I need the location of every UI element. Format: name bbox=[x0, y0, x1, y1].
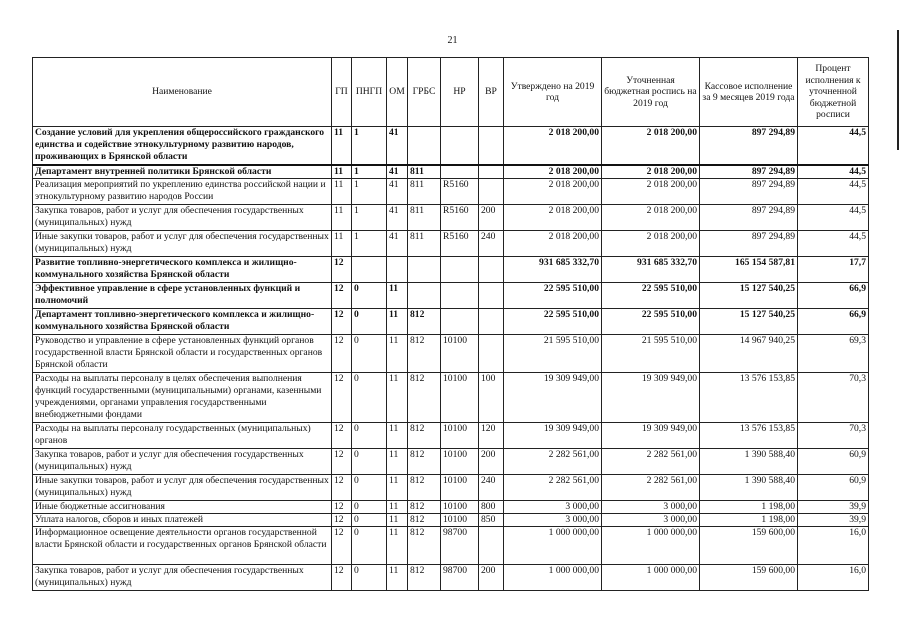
om-cell: 41 bbox=[387, 178, 408, 204]
table-row bbox=[33, 514, 869, 527]
grbs-cell: 812 bbox=[408, 448, 441, 474]
percent-cell: 60,9 bbox=[798, 448, 869, 474]
row-name-cell: Расходы на выплаты персоналу в целях обеспечения выполнения функций государственными (муниципальными) органами, казенными учреждениями, органами управления государственными внебюджетными фондами bbox=[33, 372, 332, 422]
executed-amount-cell: 13 576 153,85 bbox=[700, 422, 798, 448]
om-cell: 11 bbox=[387, 372, 408, 422]
table-row bbox=[33, 230, 869, 256]
gp-cell: 12 bbox=[332, 372, 352, 422]
approved-amount-cell: 1 000 000,00 bbox=[504, 527, 602, 565]
om-cell: 11 bbox=[387, 448, 408, 474]
row-name-cell: Расходы на выплаты персоналу государственных (муниципальных) органов bbox=[33, 422, 332, 448]
vr-cell: 100 bbox=[479, 372, 504, 422]
approved-amount-cell: 3 000,00 bbox=[504, 514, 602, 527]
approved-amount-cell: 2 018 200,00 bbox=[504, 204, 602, 230]
gp-cell: 11 bbox=[332, 204, 352, 230]
approved-amount-cell: 19 309 949,00 bbox=[504, 372, 602, 422]
pngp-cell: 0 bbox=[352, 448, 387, 474]
nr-cell bbox=[441, 282, 479, 308]
table-row bbox=[33, 565, 869, 591]
refined-amount-cell: 21 595 510,00 bbox=[602, 334, 700, 372]
executed-amount-cell: 897 294,89 bbox=[700, 127, 798, 165]
approved-amount-cell: 2 018 200,00 bbox=[504, 178, 602, 204]
executed-amount-cell: 14 967 940,25 bbox=[700, 334, 798, 372]
executed-amount-cell: 15 127 540,25 bbox=[700, 282, 798, 308]
gp-cell: 12 bbox=[332, 500, 352, 513]
refined-amount-cell: 3 000,00 bbox=[602, 500, 700, 513]
pngp-cell: 1 bbox=[352, 230, 387, 256]
approved-amount-cell: 2 018 200,00 bbox=[504, 230, 602, 256]
pngp-cell: 1 bbox=[352, 204, 387, 230]
nr-cell: 10100 bbox=[441, 448, 479, 474]
grbs-cell: 812 bbox=[408, 474, 441, 500]
table-row bbox=[33, 127, 869, 165]
row-name-cell: Закупка товаров, работ и услуг для обеспечения государственных (муниципальных) нужд bbox=[33, 448, 332, 474]
nr-cell bbox=[441, 127, 479, 165]
row-name-cell: Создание условий для укрепления общероссийского гражданского единства и содействие этнокультурному развитию народов, проживающих в Брянской области bbox=[33, 127, 332, 165]
approved-amount-cell: 931 685 332,70 bbox=[504, 256, 602, 282]
percent-cell: 44,5 bbox=[798, 204, 869, 230]
table-row bbox=[33, 474, 869, 500]
gp-cell: 11 bbox=[332, 178, 352, 204]
nr-cell: 10100 bbox=[441, 514, 479, 527]
executed-amount-cell: 159 600,00 bbox=[700, 527, 798, 565]
percent-cell: 16,0 bbox=[798, 527, 869, 565]
om-cell: 11 bbox=[387, 422, 408, 448]
column-header: ГРБС bbox=[408, 58, 441, 127]
grbs-cell bbox=[408, 282, 441, 308]
refined-amount-cell: 22 595 510,00 bbox=[602, 308, 700, 334]
refined-amount-cell: 931 685 332,70 bbox=[602, 256, 700, 282]
column-header: ПНГП bbox=[352, 58, 387, 127]
row-name-cell: Реализация мероприятий по укреплению единства российской нации и этнокультурному развитию народов России bbox=[33, 178, 332, 204]
om-cell: 11 bbox=[387, 500, 408, 513]
executed-amount-cell: 1 390 588,40 bbox=[700, 474, 798, 500]
grbs-cell: 811 bbox=[408, 165, 441, 179]
vr-cell bbox=[479, 282, 504, 308]
percent-cell: 66,9 bbox=[798, 282, 869, 308]
grbs-cell: 812 bbox=[408, 308, 441, 334]
refined-amount-cell: 2 018 200,00 bbox=[602, 178, 700, 204]
percent-cell: 44,5 bbox=[798, 230, 869, 256]
gp-cell: 12 bbox=[332, 422, 352, 448]
column-header: Кассовое исполнение за 9 месяцев 2019 года bbox=[700, 58, 798, 127]
vr-cell bbox=[479, 165, 504, 179]
grbs-cell: 812 bbox=[408, 565, 441, 591]
grbs-cell: 811 bbox=[408, 230, 441, 256]
header-row bbox=[33, 58, 869, 127]
nr-cell: 10100 bbox=[441, 474, 479, 500]
om-cell: 11 bbox=[387, 527, 408, 565]
pngp-cell: 0 bbox=[352, 514, 387, 527]
percent-cell: 16,0 bbox=[798, 565, 869, 591]
row-name-cell: Развитие топливно-энергетического комплекса и жилищно-коммунального хозяйства Брянской области bbox=[33, 256, 332, 282]
approved-amount-cell: 2 282 561,00 bbox=[504, 474, 602, 500]
nr-cell bbox=[441, 256, 479, 282]
nr-cell: R5160 bbox=[441, 230, 479, 256]
executed-amount-cell: 13 576 153,85 bbox=[700, 372, 798, 422]
pngp-cell bbox=[352, 256, 387, 282]
grbs-cell bbox=[408, 256, 441, 282]
vr-cell: 800 bbox=[479, 500, 504, 513]
table-row bbox=[33, 448, 869, 474]
nr-cell: 10100 bbox=[441, 372, 479, 422]
table-row bbox=[33, 282, 869, 308]
row-name-cell: Руководство и управление в сфере установленных функций органов государственной власти Брянской области и государственных органов Брянской области bbox=[33, 334, 332, 372]
approved-amount-cell: 1 000 000,00 bbox=[504, 565, 602, 591]
gp-cell: 12 bbox=[332, 474, 352, 500]
row-name-cell: Уплата налогов, сборов и иных платежей bbox=[33, 514, 332, 527]
approved-amount-cell: 22 595 510,00 bbox=[504, 282, 602, 308]
executed-amount-cell: 897 294,89 bbox=[700, 178, 798, 204]
pngp-cell: 1 bbox=[352, 165, 387, 179]
executed-amount-cell: 165 154 587,81 bbox=[700, 256, 798, 282]
column-header: Процент исполнения к уточненной бюджетной росписи bbox=[798, 58, 869, 127]
row-name-cell: Закупка товаров, работ и услуг для обеспечения государственных (муниципальных) нужд bbox=[33, 204, 332, 230]
vr-cell bbox=[479, 127, 504, 165]
refined-amount-cell: 3 000,00 bbox=[602, 514, 700, 527]
budget-table bbox=[32, 57, 869, 591]
vr-cell bbox=[479, 256, 504, 282]
column-header: Утверждено на 2019 год bbox=[504, 58, 602, 127]
column-header: Наименование bbox=[33, 58, 332, 127]
row-name-cell: Информационное освещение деятельности органов государственной власти Брянской области и государственных органов Брянской области bbox=[33, 527, 332, 565]
grbs-cell: 812 bbox=[408, 527, 441, 565]
gp-cell: 12 bbox=[332, 282, 352, 308]
percent-cell: 70,3 bbox=[798, 372, 869, 422]
grbs-cell: 812 bbox=[408, 334, 441, 372]
table-row bbox=[33, 165, 869, 179]
approved-amount-cell: 3 000,00 bbox=[504, 500, 602, 513]
om-cell: 11 bbox=[387, 334, 408, 372]
table-row bbox=[33, 308, 869, 334]
nr-cell: 10100 bbox=[441, 334, 479, 372]
nr-cell bbox=[441, 165, 479, 179]
vr-cell bbox=[479, 334, 504, 372]
om-cell: 11 bbox=[387, 565, 408, 591]
column-header: Уточненная бюджетная роспись на 2019 год bbox=[602, 58, 700, 127]
pngp-cell: 0 bbox=[352, 334, 387, 372]
gp-cell: 11 bbox=[332, 165, 352, 179]
approved-amount-cell: 21 595 510,00 bbox=[504, 334, 602, 372]
percent-cell: 44,5 bbox=[798, 165, 869, 179]
gp-cell: 12 bbox=[332, 256, 352, 282]
executed-amount-cell: 15 127 540,25 bbox=[700, 308, 798, 334]
table-row bbox=[33, 527, 869, 565]
nr-cell: 10100 bbox=[441, 500, 479, 513]
grbs-cell: 811 bbox=[408, 178, 441, 204]
grbs-cell: 811 bbox=[408, 204, 441, 230]
pngp-cell: 0 bbox=[352, 372, 387, 422]
refined-amount-cell: 2 282 561,00 bbox=[602, 474, 700, 500]
vr-cell: 200 bbox=[479, 565, 504, 591]
executed-amount-cell: 897 294,89 bbox=[700, 204, 798, 230]
percent-cell: 17,7 bbox=[798, 256, 869, 282]
row-name-cell: Департамент топливно-энергетического комплекса и жилищно-коммунального хозяйства Брянской области bbox=[33, 308, 332, 334]
refined-amount-cell: 19 309 949,00 bbox=[602, 372, 700, 422]
pngp-cell: 0 bbox=[352, 308, 387, 334]
nr-cell: R5160 bbox=[441, 178, 479, 204]
grbs-cell: 812 bbox=[408, 422, 441, 448]
gp-cell: 12 bbox=[332, 565, 352, 591]
nr-cell: 98700 bbox=[441, 565, 479, 591]
percent-cell: 60,9 bbox=[798, 474, 869, 500]
approved-amount-cell: 19 309 949,00 bbox=[504, 422, 602, 448]
row-name-cell: Департамент внутренней политики Брянской области bbox=[33, 165, 332, 179]
row-name-cell: Закупка товаров, работ и услуг для обеспечения государственных (муниципальных) нужд bbox=[33, 565, 332, 591]
table-row bbox=[33, 334, 869, 372]
om-cell: 11 bbox=[387, 474, 408, 500]
table-row bbox=[33, 178, 869, 204]
grbs-cell bbox=[408, 127, 441, 165]
vr-cell: 240 bbox=[479, 230, 504, 256]
om-cell: 11 bbox=[387, 514, 408, 527]
gp-cell: 12 bbox=[332, 448, 352, 474]
grbs-cell: 812 bbox=[408, 514, 441, 527]
om-cell: 41 bbox=[387, 127, 408, 165]
table-row bbox=[33, 256, 869, 282]
table-row bbox=[33, 204, 869, 230]
om-cell: 41 bbox=[387, 230, 408, 256]
approved-amount-cell: 2 018 200,00 bbox=[504, 165, 602, 179]
gp-cell: 11 bbox=[332, 127, 352, 165]
table-row bbox=[33, 500, 869, 513]
vr-cell: 850 bbox=[479, 514, 504, 527]
grbs-cell: 812 bbox=[408, 372, 441, 422]
gp-cell: 12 bbox=[332, 308, 352, 334]
executed-amount-cell: 1 390 588,40 bbox=[700, 448, 798, 474]
nr-cell: 10100 bbox=[441, 422, 479, 448]
refined-amount-cell: 19 309 949,00 bbox=[602, 422, 700, 448]
executed-amount-cell: 1 198,00 bbox=[700, 500, 798, 513]
column-header: ВР bbox=[479, 58, 504, 127]
row-name-cell: Иные бюджетные ассигнования bbox=[33, 500, 332, 513]
om-cell bbox=[387, 256, 408, 282]
refined-amount-cell: 2 018 200,00 bbox=[602, 165, 700, 179]
row-name-cell: Эффективное управление в сфере установленных функций и полномочий bbox=[33, 282, 332, 308]
gp-cell: 12 bbox=[332, 527, 352, 565]
row-name-cell: Иные закупки товаров, работ и услуг для обеспечения государственных (муниципальных) нужд bbox=[33, 230, 332, 256]
gp-cell: 12 bbox=[332, 334, 352, 372]
vr-cell bbox=[479, 527, 504, 565]
percent-cell: 70,3 bbox=[798, 422, 869, 448]
pngp-cell: 1 bbox=[352, 127, 387, 165]
refined-amount-cell: 1 000 000,00 bbox=[602, 527, 700, 565]
om-cell: 11 bbox=[387, 308, 408, 334]
approved-amount-cell: 22 595 510,00 bbox=[504, 308, 602, 334]
pngp-cell: 0 bbox=[352, 474, 387, 500]
percent-cell: 69,3 bbox=[798, 334, 869, 372]
vr-cell: 200 bbox=[479, 448, 504, 474]
vr-cell: 200 bbox=[479, 204, 504, 230]
executed-amount-cell: 897 294,89 bbox=[700, 230, 798, 256]
nr-cell bbox=[441, 308, 479, 334]
refined-amount-cell: 2 282 561,00 bbox=[602, 448, 700, 474]
executed-amount-cell: 897 294,89 bbox=[700, 165, 798, 179]
table-row bbox=[33, 422, 869, 448]
percent-cell: 44,5 bbox=[798, 127, 869, 165]
vr-cell bbox=[479, 308, 504, 334]
approved-amount-cell: 2 018 200,00 bbox=[504, 127, 602, 165]
nr-cell: 98700 bbox=[441, 527, 479, 565]
page-edge-mark bbox=[897, 30, 899, 150]
table-row bbox=[33, 372, 869, 422]
vr-cell bbox=[479, 178, 504, 204]
gp-cell: 12 bbox=[332, 514, 352, 527]
row-name-cell: Иные закупки товаров, работ и услуг для обеспечения государственных (муниципальных) нужд bbox=[33, 474, 332, 500]
refined-amount-cell: 22 595 510,00 bbox=[602, 282, 700, 308]
column-header: ОМ bbox=[387, 58, 408, 127]
om-cell: 41 bbox=[387, 165, 408, 179]
pngp-cell: 0 bbox=[352, 527, 387, 565]
om-cell: 41 bbox=[387, 204, 408, 230]
table-body bbox=[33, 127, 869, 591]
nr-cell: R5160 bbox=[441, 204, 479, 230]
executed-amount-cell: 1 198,00 bbox=[700, 514, 798, 527]
refined-amount-cell: 1 000 000,00 bbox=[602, 565, 700, 591]
column-header: НР bbox=[441, 58, 479, 127]
refined-amount-cell: 2 018 200,00 bbox=[602, 204, 700, 230]
percent-cell: 39,9 bbox=[798, 500, 869, 513]
approved-amount-cell: 2 282 561,00 bbox=[504, 448, 602, 474]
percent-cell: 39,9 bbox=[798, 514, 869, 527]
pngp-cell: 0 bbox=[352, 422, 387, 448]
pngp-cell: 1 bbox=[352, 178, 387, 204]
vr-cell: 240 bbox=[479, 474, 504, 500]
column-header: ГП bbox=[332, 58, 352, 127]
pngp-cell: 0 bbox=[352, 282, 387, 308]
refined-amount-cell: 2 018 200,00 bbox=[602, 230, 700, 256]
gp-cell: 11 bbox=[332, 230, 352, 256]
om-cell: 11 bbox=[387, 282, 408, 308]
grbs-cell: 812 bbox=[408, 500, 441, 513]
vr-cell: 120 bbox=[479, 422, 504, 448]
percent-cell: 44,5 bbox=[798, 178, 869, 204]
refined-amount-cell: 2 018 200,00 bbox=[602, 127, 700, 165]
pngp-cell: 0 bbox=[352, 500, 387, 513]
pngp-cell: 0 bbox=[352, 565, 387, 591]
percent-cell: 66,9 bbox=[798, 308, 869, 334]
page-number: 21 bbox=[447, 35, 458, 46]
executed-amount-cell: 159 600,00 bbox=[700, 565, 798, 591]
